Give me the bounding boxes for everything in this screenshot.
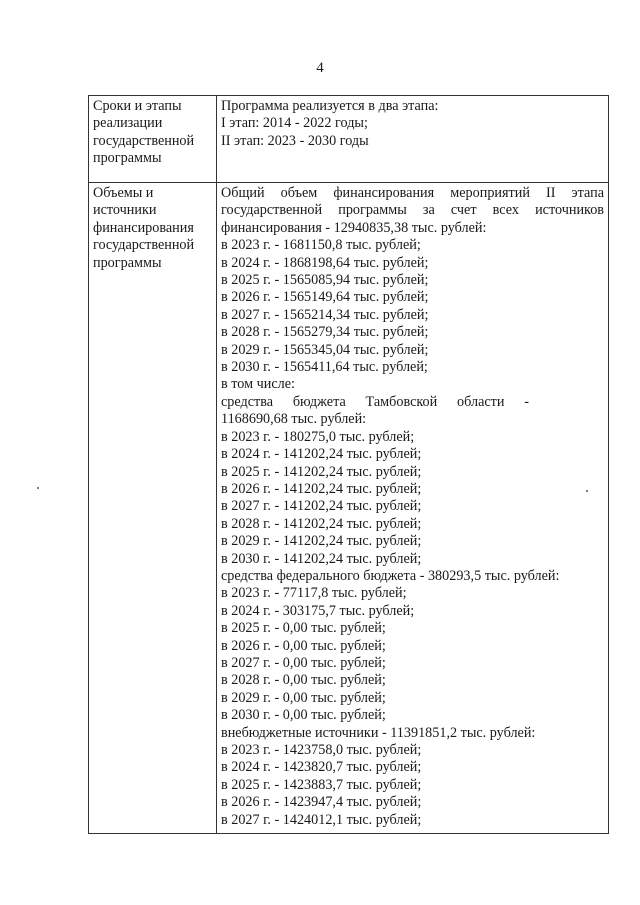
label-line: программы xyxy=(93,254,162,271)
page-number: 4 xyxy=(316,60,324,76)
table-row-timeline xyxy=(89,96,609,183)
content-line: в 2024 г. - 141202,24 тыс. рублей; xyxy=(221,446,422,463)
scan-speck xyxy=(37,487,39,489)
content-line: средства федерального бюджета - 380293,5 тыс. рублей: xyxy=(221,567,560,584)
content-line: Общий объем финансирования мероприятий II этапа xyxy=(221,185,604,201)
content-line: в 2029 г. - 1565345,04 тыс. рублей; xyxy=(221,341,429,358)
label-line: источники xyxy=(93,202,157,219)
content-line: в 2025 г. - 1423883,7 тыс. рублей; xyxy=(221,776,422,793)
label-line: финансирования xyxy=(93,219,194,236)
content-line: в 2030 г. - 1565411,64 тыс. рублей; xyxy=(221,359,428,376)
label-line: Сроки и этапы xyxy=(93,98,182,114)
content-line: 1168690,68 тыс. рублей: xyxy=(221,411,367,428)
content-line: II этап: 2023 - 2030 годы xyxy=(221,132,369,149)
content-line: средства бюджета Тамбовской области - xyxy=(221,393,529,410)
content-line: в 2026 г. - 141202,24 тыс. рублей; xyxy=(221,480,422,497)
label-line: государственной xyxy=(93,237,195,254)
label-line: реализации xyxy=(93,115,163,132)
content-line: в 2027 г. - 1424012,1 тыс. рублей; xyxy=(221,811,422,828)
content-line: в 2027 г. - 0,00 тыс. рублей; xyxy=(221,654,386,671)
label-line: программы xyxy=(93,150,162,167)
content-line: в 2030 г. - 141202,24 тыс. рублей; xyxy=(221,550,422,567)
content-line: в 2029 г. - 141202,24 тыс. рублей; xyxy=(221,533,422,550)
content-line: внебюджетные источники - 11391851,2 тыс. рублей: xyxy=(221,724,536,741)
content-line: в 2026 г. - 1565149,64 тыс. рублей; xyxy=(221,289,429,306)
content-line: в том числе: xyxy=(221,376,295,393)
content-line: в 2027 г. - 1565214,34 тыс. рублей; xyxy=(221,306,429,323)
content-line: в 2028 г. - 141202,24 тыс. рублей; xyxy=(221,515,422,532)
label-line: Объемы и xyxy=(93,185,154,201)
content-line: в 2023 г. - 77117,8 тыс. рублей; xyxy=(221,585,407,602)
content-line: в 2024 г. - 1423820,7 тыс. рублей; xyxy=(221,759,422,776)
content-line: в 2025 г. - 141202,24 тыс. рублей; xyxy=(221,463,422,480)
content-line: I этап: 2014 - 2022 годы; xyxy=(221,115,368,132)
content-line: в 2024 г. - 1868198,64 тыс. рублей; xyxy=(221,254,429,271)
content-line: в 2028 г. - 1565279,34 тыс. рублей; xyxy=(221,324,429,341)
row-content-timeline xyxy=(217,96,609,183)
row-label-funding xyxy=(89,183,217,834)
content-line: в 2023 г. - 1681150,8 тыс. рублей; xyxy=(221,237,421,254)
content-line: в 2026 г. - 0,00 тыс. рублей; xyxy=(221,637,386,654)
row-content-funding xyxy=(217,183,609,834)
content-line: в 2028 г. - 0,00 тыс. рублей; xyxy=(221,672,386,689)
scan-speck xyxy=(586,490,588,492)
table-row-funding xyxy=(89,183,609,834)
content-line: в 2023 г. - 180275,0 тыс. рублей; xyxy=(221,428,415,445)
content-line: в 2025 г. - 1565085,94 тыс. рублей; xyxy=(221,272,429,289)
content-line: в 2023 г. - 1423758,0 тыс. рублей; xyxy=(221,742,422,758)
content-line: в 2024 г. - 303175,7 тыс. рублей; xyxy=(221,602,415,619)
content-line: финансирования - 12940835,38 тыс. рублей: xyxy=(221,219,487,236)
content-line: государственной программы за счет всех источников xyxy=(221,202,604,219)
content-line: Программа реализуется в два этапа: xyxy=(221,98,439,114)
label-line: государственной xyxy=(93,132,195,149)
content-line: в 2026 г. - 1423947,4 тыс. рублей; xyxy=(221,794,422,811)
row-label-timeline xyxy=(89,96,217,183)
content-line: в 2027 г. - 141202,24 тыс. рублей; xyxy=(221,498,422,515)
program-passport-table xyxy=(88,95,609,834)
content-line: в 2030 г. - 0,00 тыс. рублей; xyxy=(221,707,386,724)
content-line: в 2025 г. - 0,00 тыс. рублей; xyxy=(221,620,386,637)
content-line: в 2029 г. - 0,00 тыс. рублей; xyxy=(221,689,386,706)
